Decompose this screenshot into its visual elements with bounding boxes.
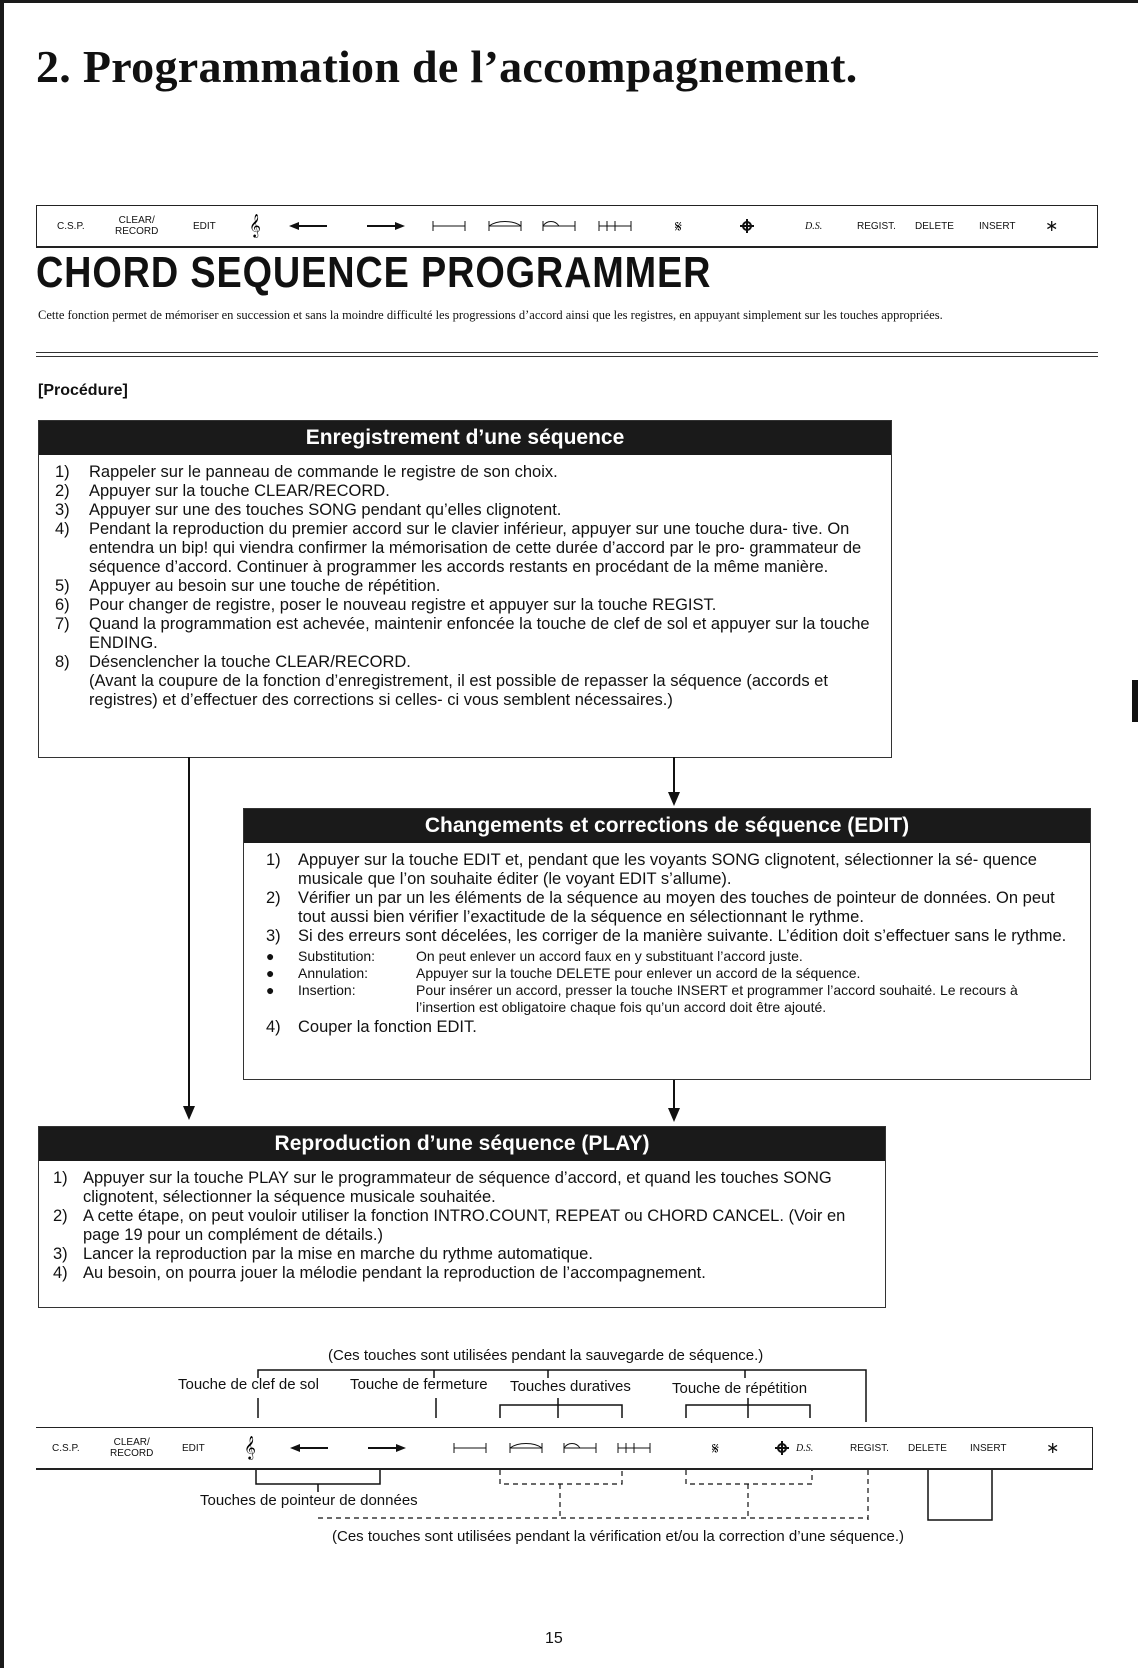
step-text: Appuyer au besoin sur une touche de répétition. xyxy=(89,577,441,595)
recording-note xyxy=(89,672,873,710)
diagram-top-note: (Ces touches sont utilisées pendant la sauvegarde de séquence.) xyxy=(328,1347,764,1364)
step-number: 1) xyxy=(266,851,281,869)
step-number: 2) xyxy=(55,482,70,500)
clear-record-line2: RECORD xyxy=(115,226,159,237)
step-number: 4) xyxy=(53,1264,68,1282)
duration-note-3-icon xyxy=(543,221,575,231)
list-item xyxy=(266,1018,1080,1037)
arrow-left-icon xyxy=(289,222,327,230)
flow-line-left xyxy=(188,757,190,1109)
page-edge-mark xyxy=(1132,680,1138,722)
procedure-label: [Procédure] xyxy=(38,382,128,399)
step-number: 4) xyxy=(266,1018,281,1036)
regist-key-label: REGIST. xyxy=(857,220,896,232)
step-number: 1) xyxy=(53,1169,68,1187)
step-number: 1) xyxy=(55,463,70,481)
ds-key-label: D.S. xyxy=(796,1442,814,1454)
step-number: 7) xyxy=(55,615,70,633)
bullet-icon: ● xyxy=(266,948,275,964)
step-text: Appuyer sur la touche EDIT et, pendant que les voyants SONG clignotent, sélectionner la sé- quence musicale que l’on souhaite éditer (le voyant EDIT s’allume). xyxy=(298,851,1037,888)
arrow-right-icon xyxy=(368,1444,406,1452)
arrow-left-icon xyxy=(290,1444,328,1452)
duration-note-4-icon xyxy=(599,221,631,231)
play-box xyxy=(38,1126,886,1308)
step-text: Désenclencher la touche CLEAR/RECORD. xyxy=(89,653,411,671)
step-number: 3) xyxy=(53,1245,68,1263)
duration-note-3-icon xyxy=(564,1443,596,1453)
list-item xyxy=(55,577,873,596)
key-strip-bottom xyxy=(36,1427,1093,1470)
list-item xyxy=(53,1264,867,1283)
label-duratives: Touches duratives xyxy=(510,1378,631,1395)
segno-icon: 𝄋 xyxy=(712,1441,719,1458)
edit-heading: Changements et corrections de séquence (EDIT) xyxy=(244,809,1090,843)
bullet-term: Insertion: xyxy=(298,982,356,998)
asterisk-key-label: ∗ xyxy=(1045,217,1059,235)
label-repetition: Touche de répétition xyxy=(672,1380,808,1397)
csp-key-label: C.S.P. xyxy=(52,1442,80,1454)
bullet-text: Pour insérer un accord, presser la touche INSERT et programmer l’accord souhaité. Le recours à l’insertion est obligatoire chaque fois qu’un accord doit être ajouté. xyxy=(416,982,1018,1015)
list-item xyxy=(55,482,873,501)
step-number: 3) xyxy=(55,501,70,519)
duration-note-2-icon xyxy=(489,221,521,231)
segno-icon: 𝄋 xyxy=(675,219,682,236)
step-text: Lancer la reproduction par la mise en marche du rythme automatique. xyxy=(83,1245,593,1263)
list-item xyxy=(55,501,873,520)
duration-note-2-icon xyxy=(510,1443,542,1453)
key-symbols xyxy=(237,206,937,246)
list-item xyxy=(266,851,1080,889)
edit-box xyxy=(243,808,1091,1080)
list-item xyxy=(55,463,873,482)
step-text: Appuyer sur une des touches SONG pendant qu’elles clignotent. xyxy=(89,501,562,519)
page-top-edge xyxy=(0,0,1138,3)
step-text: Rappeler sur le panneau de commande le registre de son choix. xyxy=(89,463,558,481)
label-treble-clef: Touche de clef de sol xyxy=(178,1376,319,1393)
treble-clef-icon: 𝄞 xyxy=(249,215,261,237)
list-item xyxy=(55,520,873,577)
arrow-down-icon xyxy=(183,1106,195,1120)
edit-key-label: EDIT xyxy=(193,220,216,232)
duration-note-1-icon xyxy=(433,221,465,231)
bullet-text: Appuyer sur la touche DELETE pour enlever un accord de la séquence. xyxy=(416,965,861,981)
duration-note-4-icon xyxy=(618,1443,650,1453)
step-number: 6) xyxy=(55,596,70,614)
bullet-icon: ● xyxy=(266,982,275,998)
recording-heading: Enregistrement d’une séquence xyxy=(39,421,891,455)
flow-line-to-play xyxy=(673,1079,675,1109)
list-item xyxy=(55,615,873,653)
regist-key-label: REGIST. xyxy=(850,1442,889,1454)
step-number: 5) xyxy=(55,577,70,595)
delete-key-label: DELETE xyxy=(908,1442,947,1454)
step-text: Pour changer de registre, poser le nouveau registre et appuyer sur la touche REGIST. xyxy=(89,596,717,614)
step-text: Couper la fonction EDIT. xyxy=(298,1018,477,1036)
step-number: 2) xyxy=(266,889,281,907)
step-text: Appuyer sur la touche PLAY sur le programmateur de séquence d’accord, et quand les touches SONG clignotent, sélectionner la séquence musicale souhaitée. xyxy=(83,1169,832,1206)
play-steps xyxy=(39,1161,885,1283)
list-item xyxy=(53,1207,867,1245)
step-number: 4) xyxy=(55,520,70,538)
edit-step4 xyxy=(244,1016,1090,1037)
list-item xyxy=(266,927,1080,946)
clear-record-line1: CLEAR/ xyxy=(113,1437,150,1448)
clear-record-line2: RECORD xyxy=(110,1448,154,1459)
list-item xyxy=(266,948,1080,965)
section-divider xyxy=(36,352,1098,357)
ds-key-label: D.S. xyxy=(805,220,823,232)
asterisk-key-label: ∗ xyxy=(1046,1439,1060,1457)
list-item xyxy=(55,596,873,615)
play-heading: Reproduction d’une séquence (PLAY) xyxy=(39,1127,885,1161)
step-number: 3) xyxy=(266,927,281,945)
arrow-down-icon xyxy=(668,792,680,806)
label-fermeture: Touche de fermeture xyxy=(350,1376,488,1393)
edit-steps xyxy=(244,843,1090,946)
clear-record-line1: CLEAR/ xyxy=(118,215,155,226)
step-text: Vérifier un par un les éléments de la séquence au moyen des touches de pointeur de données. On peut tout aussi bien vérifier l’exactitude de la séquence en sélectionnant le rythme. xyxy=(298,889,1055,926)
clear-record-key-label xyxy=(110,1437,153,1459)
step-text: Quand la programmation est achevée, maintenir enfoncée la touche de clef de sol et appuyer sur la touche ENDING. xyxy=(89,615,870,652)
recording-steps xyxy=(39,455,891,710)
coda-icon xyxy=(740,219,754,233)
treble-clef-icon: 𝄞 xyxy=(244,1437,256,1459)
diagram-top-brackets xyxy=(0,1360,1138,1430)
arrow-down-icon xyxy=(668,1108,680,1122)
step-number: 8) xyxy=(55,653,70,671)
arrow-right-icon xyxy=(367,222,405,230)
list-item xyxy=(53,1169,867,1207)
step-text: A cette étape, on peut vouloir utiliser la fonction INTRO.COUNT, REPEAT ou CHORD CANCEL. (Voir en page 19 pour un complément de détails.) xyxy=(83,1207,846,1244)
bullet-term: Substitution: xyxy=(298,948,376,964)
insert-key-label: INSERT xyxy=(979,220,1016,232)
step-number: 2) xyxy=(53,1207,68,1225)
label-data-pointer: Touches de pointeur de données xyxy=(200,1492,418,1509)
diagram-bottom-note: (Ces touches sont utilisées pendant la vérification et/ou la correction d’une séquence.) xyxy=(332,1528,904,1545)
list-item xyxy=(53,1245,867,1264)
bullet-icon: ● xyxy=(266,965,275,981)
page-number: 15 xyxy=(545,1630,563,1647)
csp-heading: CHORD SEQUENCE PROGRAMMER xyxy=(36,248,712,297)
list-item xyxy=(55,653,873,672)
duration-note-1-icon xyxy=(454,1443,486,1453)
flow-line-to-edit xyxy=(673,757,675,793)
note-text: (Avant la coupure de la fonction d’enregistrement, il est possible de repasser la séquence (accords et registres) et d’effectuer des corrections si celles- ci vous semblent nécessaires.) xyxy=(89,672,828,709)
key-symbols xyxy=(240,1428,940,1468)
edit-bullets xyxy=(244,948,1090,1016)
coda-icon xyxy=(775,1441,789,1455)
delete-key-label: DELETE xyxy=(915,220,954,232)
list-item xyxy=(266,889,1080,927)
key-strip-top xyxy=(36,205,1098,248)
bullet-term: Annulation: xyxy=(298,965,369,981)
intro-text: Cette fonction permet de mémoriser en succession et sans la moindre difficulté les progressions d’accord ainsi que les registres, en appuyant simplement sur les touches appropriées. xyxy=(38,308,943,322)
list-item xyxy=(266,982,1080,1016)
step-text: Appuyer sur la touche CLEAR/RECORD. xyxy=(89,482,390,500)
clear-record-key-label xyxy=(115,215,158,237)
step-text: Pendant la reproduction du premier accord sur le clavier inférieur, appuyer sur une touche dura- tive. On entendra un bip! qui viendra confirmer la mémorisation de cette durée d’accord par le pro- grammateur de séquence d’accord. Continuer à programmer les accords restants en procédant de la même manière. xyxy=(89,520,862,576)
bullet-text: On peut enlever un accord faux en y substituant l’accord juste. xyxy=(416,948,803,964)
csp-key-label: C.S.P. xyxy=(57,220,85,232)
recording-box xyxy=(38,420,892,758)
list-item xyxy=(266,965,1080,982)
step-text: Si des erreurs sont décelées, les corriger de la manière suivante. L’édition doit s’effectuer sans le rythme. xyxy=(298,927,1067,945)
page-title: 2. Programmation de l’accompagnement. xyxy=(36,41,858,92)
edit-key-label: EDIT xyxy=(182,1442,205,1454)
step-text: Au besoin, on pourra jouer la mélodie pendant la reproduction de l’accompagnement. xyxy=(83,1264,706,1282)
insert-key-label: INSERT xyxy=(970,1442,1007,1454)
